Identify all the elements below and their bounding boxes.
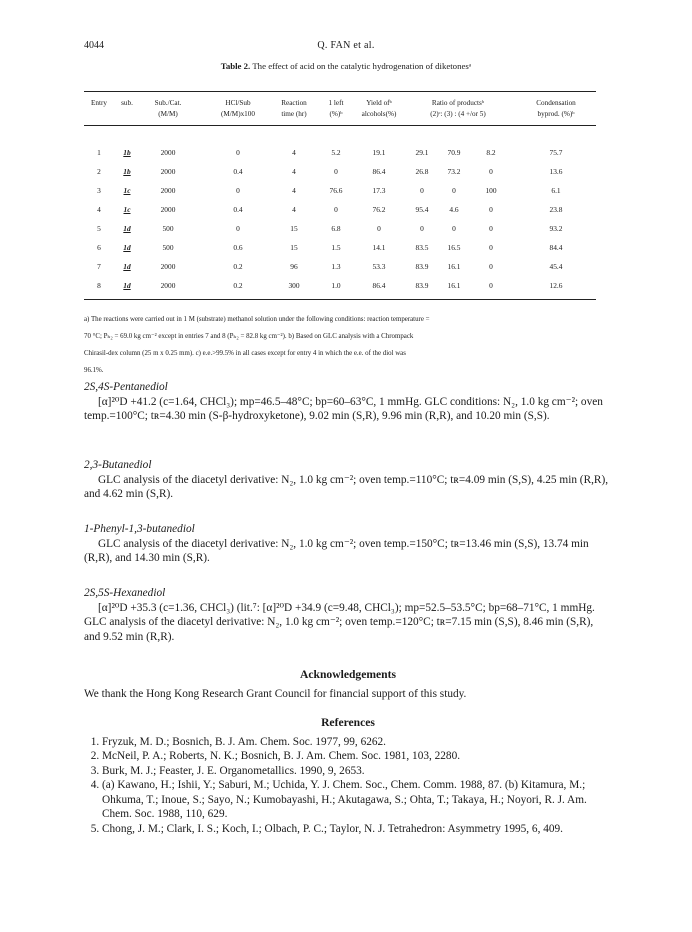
header-yield-unit: alcohols(%) [361, 110, 397, 118]
cell-condensation: 12.6 [549, 281, 563, 290]
footnote-line: 70 °C; Pₕ₂ = 69.0 kg cm⁻² except in entries 7 and 8 (Pₕ₂ = 82.8 kg cm⁻²). b) Based on GLC analysis with a Chrompack [84, 333, 414, 340]
cell-ratio-3: 0 [452, 224, 456, 233]
cell-subcat: 500 [162, 224, 174, 233]
cell-condensation: 93.2 [549, 224, 563, 233]
cell-left: 6.8 [331, 224, 341, 233]
cell-entry: 4 [97, 205, 101, 214]
compound-data: [α]²⁰D +35.3 (c=1.36, CHCl₃) (lit.⁷: [α]²⁰D +34.9 (c=9.48, CHCl₃); mp=52.5–53.5°C; bp=68–71°C, 1 mmHg. GLC analysis of the diacetyl derivative: N₂, 1.0 kg cm⁻²; oven temp.=120°C; tʀ=7.15 min (S,S), 8.46 min (S,R), and 9.52 min (R,R). [84, 601, 595, 643]
cell-ratio-45: 0 [489, 205, 493, 214]
cell-time: 4 [292, 148, 296, 157]
cell-sub: 1d [123, 262, 131, 271]
cell-time: 4 [292, 167, 296, 176]
references [84, 716, 612, 836]
cell-ratio-2: 83.5 [415, 243, 429, 252]
cell-left: 0 [334, 205, 338, 214]
references-heading: References [321, 716, 375, 729]
compound-data: GLC analysis of the diacetyl derivative: N₂, 1.0 kg cm⁻²; oven temp.=150°C; tʀ=13.46 min (S,S), 13.74 min (R,R), and 14.30 min (S,R). [84, 537, 589, 564]
reference-item: 5. Chong, J. M.; Clark, I. S.; Koch, I.; Olbach, P. C.; Taylor, N. J. Tetrahedron: Asymmetry 1995, 6, 409. [102, 822, 612, 837]
cell-sub: 1c [123, 186, 131, 195]
cell-sub: 1b [123, 167, 131, 176]
cell-time: 15 [290, 243, 298, 252]
cell-ratio-2: 0 [420, 186, 424, 195]
cell-time: 4 [292, 205, 296, 214]
table-caption-label: Table 2. [220, 61, 251, 71]
cell-ratio-2: 0 [420, 224, 424, 233]
cell-subcat: 2000 [160, 262, 176, 271]
header-reaction-unit: time (hr) [281, 110, 307, 118]
compound-title: 2S,4S-Pentanediol [84, 381, 168, 393]
page-header [84, 40, 608, 54]
cell-ratio-45: 100 [485, 186, 497, 195]
cell-ratio-3: 0 [452, 186, 456, 195]
cell-left: 1.5 [331, 243, 341, 252]
table-header-rule [84, 125, 596, 126]
cell-ratio-45: 0 [489, 224, 493, 233]
cell-ratio-3: 16.5 [447, 243, 461, 252]
footnote-line: Chirasil-dex column (25 m x 0.25 mm). c) e.e.>99.5% in all cases except for entry 4 in which the e.e. of the diol was [84, 350, 406, 357]
cell-entry: 1 [97, 148, 101, 157]
cell-yield: 0 [377, 224, 381, 233]
cell-left: 0 [334, 167, 338, 176]
section-butanediol [84, 458, 612, 502]
cell-condensation: 6.1 [551, 186, 561, 195]
cell-left: 76.6 [329, 186, 343, 195]
cell-ratio-45: 0 [489, 281, 493, 290]
header-sub: sub. [121, 99, 133, 107]
cell-time: 4 [292, 186, 296, 195]
cell-ratio-3: 4.6 [449, 205, 459, 214]
cell-left: 1.0 [331, 281, 341, 290]
cell-sub: 1c [123, 205, 131, 214]
compound-data: [α]²⁰D +41.2 (c=1.64, CHCl₃); mp=46.5–48°C; bp=60–63°C, 1 mmHg. GLC conditions: N₂, 1.0 kg cm⁻²; oven temp.=100°C; tʀ=4.30 min (S-β-hydroxyketone), 9.02 min (S,R), 9.96 min (R,R), and 10.20 min (S,S). [84, 395, 603, 422]
cell-subcat: 2000 [160, 281, 176, 290]
reference-item: 1. Fryzuk, M. D.; Bosnich, B. J. Am. Chem. Soc. 1977, 99, 6262. [102, 735, 612, 750]
cell-yield: 86.4 [372, 281, 386, 290]
acknowledgements [84, 668, 612, 701]
cell-condensation: 23.8 [549, 205, 563, 214]
cell-condensation: 75.7 [549, 148, 563, 157]
cell-time: 300 [288, 281, 300, 290]
cell-yield: 17.3 [372, 186, 386, 195]
compound-title: 1-Phenyl-1,3-butanediol [84, 523, 195, 535]
compound-title: 2,3-Butanediol [84, 459, 152, 471]
cell-entry: 3 [97, 186, 101, 195]
cell-hcl: 0.2 [233, 262, 243, 271]
cell-hcl: 0.4 [233, 205, 243, 214]
cell-hcl: 0.6 [233, 243, 243, 252]
cell-yield: 14.1 [372, 243, 386, 252]
cell-ratio-2: 83.9 [415, 262, 429, 271]
header-reaction: Reaction [281, 99, 307, 107]
header-left: 1 left [328, 99, 344, 107]
cell-ratio-3: 16.1 [447, 262, 461, 271]
cell-ratio-2: 29.1 [415, 148, 429, 157]
cell-ratio-45: 0 [489, 167, 493, 176]
cell-hcl: 0.4 [233, 167, 243, 176]
running-head: Q. FAN et al. [317, 40, 375, 51]
cell-hcl: 0.2 [233, 281, 243, 290]
cell-ratio-3: 70.9 [447, 148, 461, 157]
header-ratio-unit: (2)ᶜ: (3) : (4 +/or 5) [430, 110, 486, 118]
footnote-line: a) The reactions were carried out in 1 M (substrate) methanol solution under the following conditions: reaction temperature = [84, 316, 430, 323]
cell-sub: 1d [123, 224, 131, 233]
header-subcat: Sub./Cat. [154, 99, 182, 107]
cell-entry: 7 [97, 262, 101, 271]
section-phenylbutanediol [84, 522, 612, 566]
cell-subcat: 500 [162, 243, 174, 252]
cell-ratio-45: 8.2 [486, 148, 496, 157]
cell-yield: 53.3 [372, 262, 386, 271]
compound-data: GLC analysis of the diacetyl derivative: N₂, 1.0 kg cm⁻²; oven temp.=110°C; tʀ=4.09 min (S,S), 4.25 min (R,R), and 4.62 min (S,R). [84, 473, 609, 500]
cell-ratio-45: 0 [489, 243, 493, 252]
cell-yield: 86.4 [372, 167, 386, 176]
cell-condensation: 45.4 [549, 262, 563, 271]
cell-entry: 6 [97, 243, 101, 252]
header-condensation-unit: byprod. (%)ᵇ [537, 110, 575, 118]
table-caption-text: The effect of acid on the catalytic hydrogenation of diketonesᵃ [252, 61, 472, 71]
reference-item: 4. (a) Kawano, H.; Ishii, Y.; Saburi, M.; Uchida, Y. J. Chem. Soc., Chem. Comm. 1988, 87. (b) Kitamura, M.; Ohkuma, T.; Inoue, S.; Sayo, N.; Kumobayashi, H.; Akutagawa, S.; Ohta, T.; Takaya, H.; Noyori, R. J. Am. Chem. Soc. 1988, 110, 629. [102, 778, 612, 822]
table-footnote [84, 311, 596, 379]
header-entry: Entry [91, 99, 107, 107]
reference-item: 2. McNeil, P. A.; Roberts, N. K.; Bosnich, B. J. Am. Chem. Soc. 1981, 103, 2280. [102, 749, 612, 764]
table-caption [84, 61, 608, 71]
compound-title: 2S,5S-Hexanediol [84, 587, 166, 599]
cell-ratio-45: 0 [489, 262, 493, 271]
acknowledgements-heading: Acknowledgements [300, 668, 396, 681]
cell-condensation: 84.4 [549, 243, 563, 252]
cell-entry: 2 [97, 167, 101, 176]
cell-ratio-2: 83.9 [415, 281, 429, 290]
header-hcl: HCl/Sub [225, 99, 251, 107]
cell-subcat: 2000 [160, 186, 176, 195]
cell-yield: 76.2 [372, 205, 386, 214]
cell-hcl: 0 [236, 224, 240, 233]
cell-entry: 5 [97, 224, 101, 233]
section-hexanediol [84, 586, 612, 644]
cell-time: 15 [290, 224, 298, 233]
table-bottom-rule [84, 299, 596, 300]
cell-ratio-3: 16.1 [447, 281, 461, 290]
cell-time: 96 [290, 262, 298, 271]
reference-item: 3. Burk, M. J.; Feaster, J. E. Organometallics. 1990, 9, 2653. [102, 764, 612, 779]
header-subcat-unit: (M/M) [158, 110, 178, 118]
cell-yield: 19.1 [372, 148, 386, 157]
header-ratio: Ratio of productsᵇ [431, 99, 485, 107]
cell-sub: 1d [123, 243, 131, 252]
cell-subcat: 2000 [160, 148, 176, 157]
cell-left: 5.2 [331, 148, 341, 157]
footnote-line: 96.1%. [84, 367, 104, 374]
page-number: 4044 [84, 40, 104, 51]
cell-subcat: 2000 [160, 205, 176, 214]
header-yield: Yield ofᵇ [366, 99, 392, 107]
acknowledgements-text: We thank the Hong Kong Research Grant Council for financial support of this study. [84, 687, 467, 700]
cell-sub: 1d [123, 281, 131, 290]
cell-entry: 8 [97, 281, 101, 290]
header-hcl-unit: (M/M)x100 [221, 110, 255, 118]
cell-sub: 1b [123, 148, 131, 157]
cell-hcl: 0 [236, 186, 240, 195]
cell-condensation: 13.6 [549, 167, 563, 176]
header-left-unit: (%)ᵇ [329, 110, 343, 118]
section-pentanediol [84, 380, 612, 424]
table-top-rule [84, 91, 596, 92]
cell-ratio-2: 26.8 [415, 167, 429, 176]
cell-ratio-3: 73.2 [447, 167, 461, 176]
header-condensation: Condensation [536, 99, 576, 107]
cell-left: 1.3 [331, 262, 341, 271]
cell-hcl: 0 [236, 148, 240, 157]
cell-ratio-2: 95.4 [415, 205, 429, 214]
cell-subcat: 2000 [160, 167, 176, 176]
reference-list [84, 735, 612, 837]
